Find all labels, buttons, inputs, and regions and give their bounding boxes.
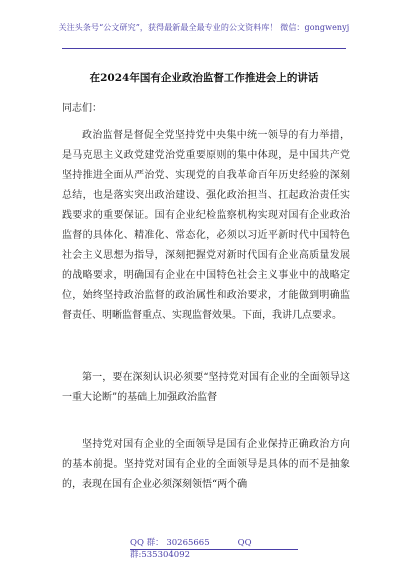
paragraph: 坚持党对国有企业的全面领导是国有企业保持正确政治方向的基本前提。坚持党对国有企业的全面领导是具体的而不是抽象的，表现在国有企业必须深刻领悟“两个确 [62, 439, 350, 490]
salutation: 同志们： [62, 103, 102, 114]
footer-underline [130, 549, 298, 550]
paragraph: 政治监督是督促全党坚持党中央集中统一领导的有力举措，是马克思主义政党建党治党重要原则的集中体现，是中国共产党坚持推进全面从严治党、实现党的自我革命百年历史经验的深刻总结，也是落实突出政治建设、强化政治担当、扛起政治责任实践要求的重要保证。国有企业纪检监察机构实现对国有企业政治监督的具体化、精准化、常态化，必须以习近平新时代中国特色社会主义思想为指导，深刻把握党对新时代国有企业高质量发展的战略要求，明确国有企业在中国特色社会主义事业中的战略定位，始终坚持政治监督的政治属性和政治要求，才能做到明确监督责任、明晰监督重点、实现监督效果。下面，我讲几点要求。 [62, 130, 350, 321]
footer-qq-group-2: QQ 群:535304092 [130, 538, 252, 560]
header-advertisement: 关注头条号“公文研究”，获得最新最全最专业的公文资料库！ 微信：gongwenyj [58, 23, 350, 32]
footer-contact [130, 536, 300, 560]
section-heading: 第一，要在深刻认识必须要“坚持党对国有企业的全面领导这一重大论断”的基础上加强政治监督 [62, 372, 350, 403]
document-title: 在2024年国有企业政治监督工作推进会上的讲话 [89, 72, 319, 84]
header-divider [62, 48, 346, 49]
footer-qq-group-1: QQ 群： 30265665 [130, 538, 210, 548]
